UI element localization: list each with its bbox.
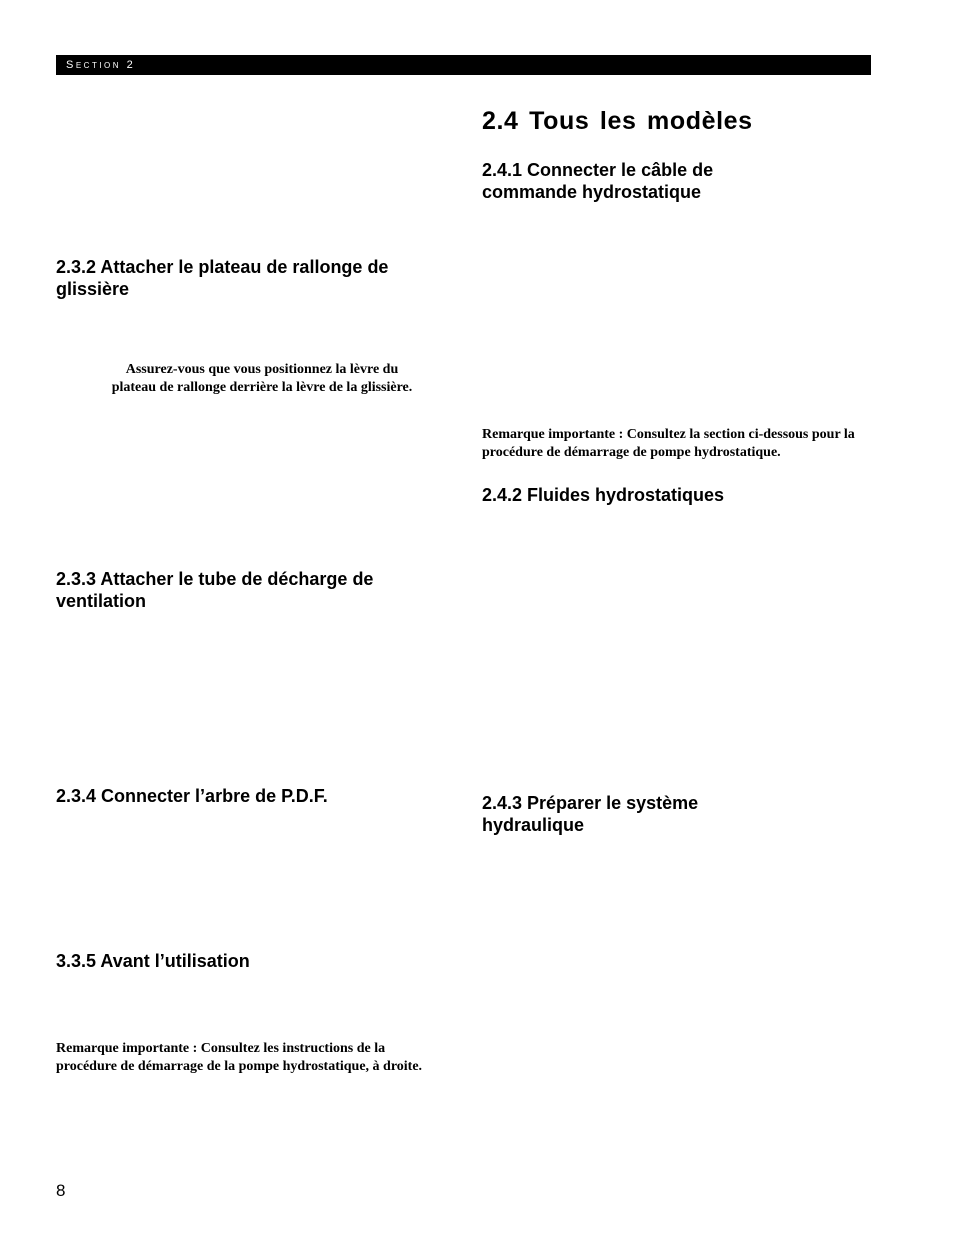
note-2-4-1: Remarque importante : Consultez la section ci-dessous pour la procédure de démarrage de pompe hydrostatique.	[482, 427, 855, 460]
heading-3-3-5: 3.3.5 Avant l’utilisation	[56, 951, 250, 971]
heading-2-4-1: 2.4.1 Connecter le câble de commande hydrostatique	[482, 160, 714, 202]
heading-2-3-4: 2.3.4 Connecter l’arbre de P.D.F.	[56, 786, 328, 806]
note-2-3-2-line1: Assurez-vous que vous positionnez la lèvre du	[125, 362, 399, 377]
section-label: Section 2	[66, 59, 136, 71]
note-2-3-2-line2: plateau de rallonge derrière la lèvre de la glissière.	[111, 380, 413, 395]
note-2-3-2	[82, 361, 442, 397]
page-number: 8	[56, 1181, 66, 1200]
heading-2-4-2: 2.4.2 Fluides hydrostatiques	[482, 485, 725, 505]
heading-2-4: 2.4 Tous les modèles	[482, 107, 753, 135]
section-header-bar	[56, 55, 871, 75]
heading-2-3-3: 2.3.3 Attacher le tube de décharge de ventilation	[56, 569, 374, 611]
note-3-3-5: Remarque importante : Consultez les instructions de la procédure de démarrage de la pompe hydrostatique, à droite.	[56, 1041, 423, 1074]
heading-2-3-2: 2.3.2 Attacher le plateau de rallonge de glissière	[56, 257, 389, 299]
heading-2-4-3: 2.4.3 Préparer le système hydraulique	[482, 793, 699, 835]
